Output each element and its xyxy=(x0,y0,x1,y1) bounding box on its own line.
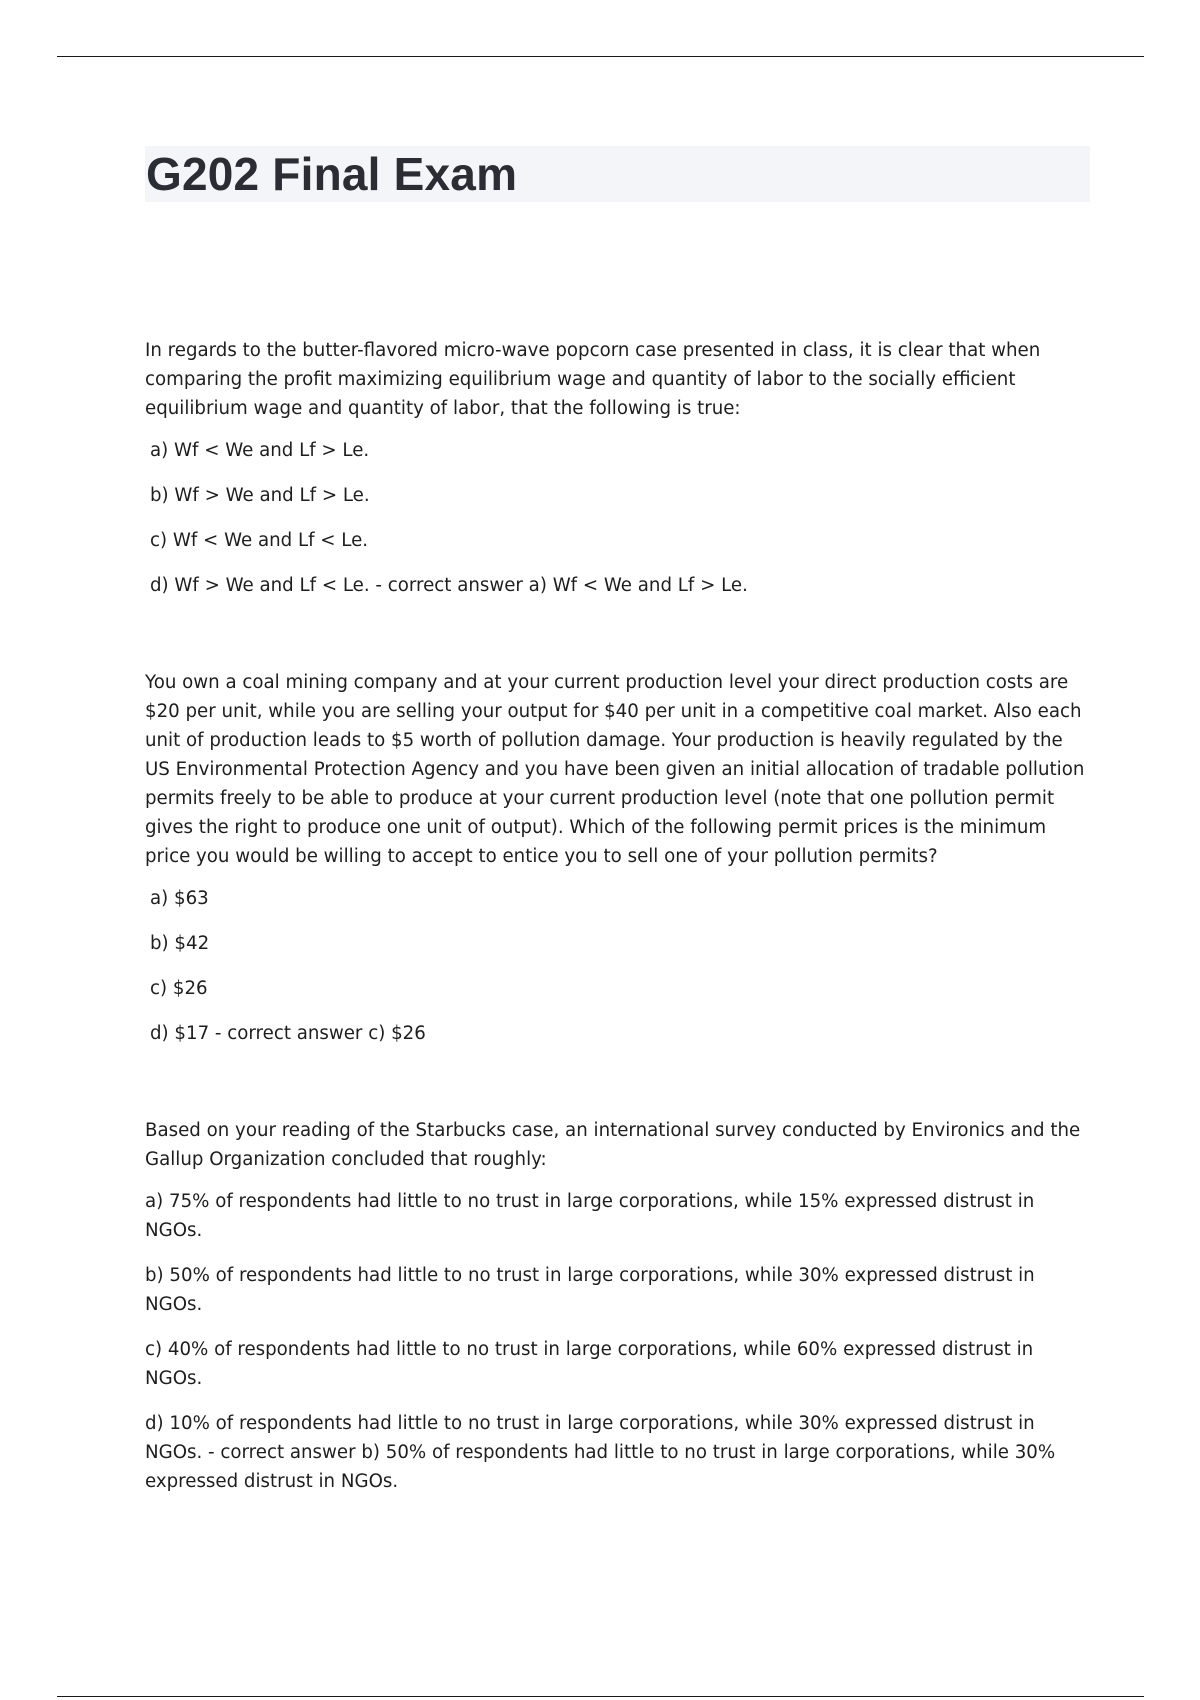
bottom-rule xyxy=(57,1696,1144,1697)
answer-option: b) 50% of respondents had little to no trust in large corporations, while 30% expressed distrust in NGOs. xyxy=(145,1265,1035,1315)
answer-option: a) $63 xyxy=(150,888,209,909)
answer-option: b) Wf > We and Lf > Le. xyxy=(150,485,370,506)
answer-option: a) 75% of respondents had little to no trust in large corporations, while 15% expressed distrust in NGOs. xyxy=(145,1191,1035,1241)
answer-option-with-answer: d) $17 - correct answer c) $26 xyxy=(150,1023,426,1044)
answer-option-with-answer: d) 10% of respondents had little to no trust in large corporations, while 30% expressed distrust in NGOs. - correct answer b) 50% of respondents had little to no trust in large corporations, while 30% expressed distrust in NGOs. xyxy=(145,1413,1056,1492)
answer-option: c) $26 xyxy=(150,978,208,999)
answer-option: b) $42 xyxy=(150,933,210,954)
page-title: G202 Final Exam xyxy=(146,148,518,200)
answer-option: c) 40% of respondents had little to no trust in large corporations, while 60% expressed distrust in NGOs. xyxy=(145,1339,1034,1389)
question-3 xyxy=(145,1116,1090,1496)
question-stem: In regards to the butter-flavored micro-wave popcorn case presented in class, it is clear that when comparing the profit maximizing equilibrium wage and quantity of labor to the socially efficient equilibrium wage and quantity of labor, that the following is true: xyxy=(145,340,1041,419)
answer-option: c) Wf < We and Lf < Le. xyxy=(150,530,369,551)
top-rule xyxy=(57,56,1144,57)
answer-option-with-answer: d) Wf > We and Lf < Le. - correct answer a) Wf < We and Lf > Le. xyxy=(150,575,748,596)
question-stem: Based on your reading of the Starbucks case, an international survey conducted by Environics and the Gallup Organization concluded that roughly: xyxy=(145,1120,1081,1170)
question-stem: You own a coal mining company and at your current production level your direct production costs are $20 per unit, while you are selling your output for $40 per unit in a competitive coal market. Also each unit of production leads to $5 worth of pollution damage. Your production is heavily regulated by the US Environmental Protection Agency and you have been given an initial allocation of tradable pollution permits freely to be able to produce at your current production level (note that one pollution permit gives the right to produce one unit of output). Which of the following permit prices is the minimum price you would be willing to accept to entice you to sell one of your pollution permits? xyxy=(145,672,1085,867)
answer-option: a) Wf < We and Lf > Le. xyxy=(150,440,370,461)
question-2 xyxy=(145,668,1090,1048)
question-1 xyxy=(145,336,1090,600)
